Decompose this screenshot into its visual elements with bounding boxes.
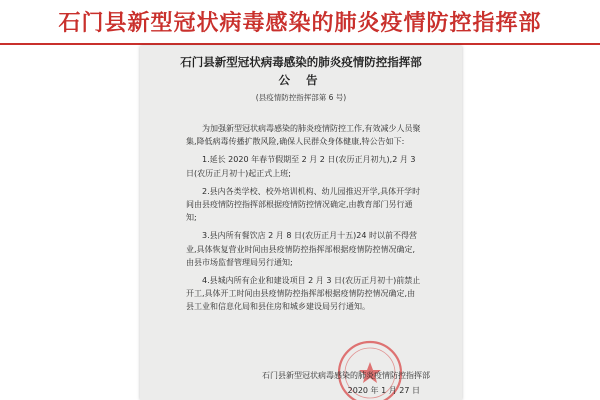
document-subtitle: 公 告 xyxy=(278,73,324,87)
notice-date: 2020 年 1 月 27 日 xyxy=(347,386,420,395)
notice-item: 4.县城内所有企业和建设项目 2 月 3 日(农历正月初十)前禁止开工,具体开工时间由县疫情防控指挥部根据疫情防控情况确定,由县工业和信息化局和县住房和城乡建设局另行通知。 xyxy=(186,276,421,312)
header-banner xyxy=(0,0,600,45)
document-title: 石门县新型冠状病毒感染的肺炎疫情防控指挥部 xyxy=(180,55,422,69)
notice-item: 1.延长 2020 年春节假期至 2 月 2 日(农历正月初九),2 月 3 日(农历正月初十)起正式上班; xyxy=(186,155,416,178)
intro-paragraph: 为加强新型冠状病毒感染的肺炎疫情防控工作,有效减少人员聚集,降低病毒传播扩散风险,确保人民群众身体健康,特公告如下: xyxy=(186,124,421,147)
notice-item: 3.县内所有餐饮店 2 月 8 日(农历正月十五)24 时以前不得营业,具体恢复营业时间由县疫情防控指挥部根据疫情防控情况确定,由县市场监督管理局另行通知; xyxy=(186,231,417,267)
document-number: (县疫情防控指挥部第 6 号) xyxy=(255,93,347,102)
document-body xyxy=(186,122,422,319)
banner-title: 石门县新型冠状病毒感染的肺炎疫情防控指挥部 xyxy=(58,10,542,36)
signature-line: 石门县新型冠状病毒感染的肺炎疫情防控指挥部 xyxy=(262,371,430,380)
notice-item: 2.县内各类学校、校外培训机构、幼儿园推迟开学,具体开学时间由县疫情防控指挥部根据疫情防控情况确定,由教育部门另行通知; xyxy=(186,186,421,223)
notice-document xyxy=(140,46,462,400)
